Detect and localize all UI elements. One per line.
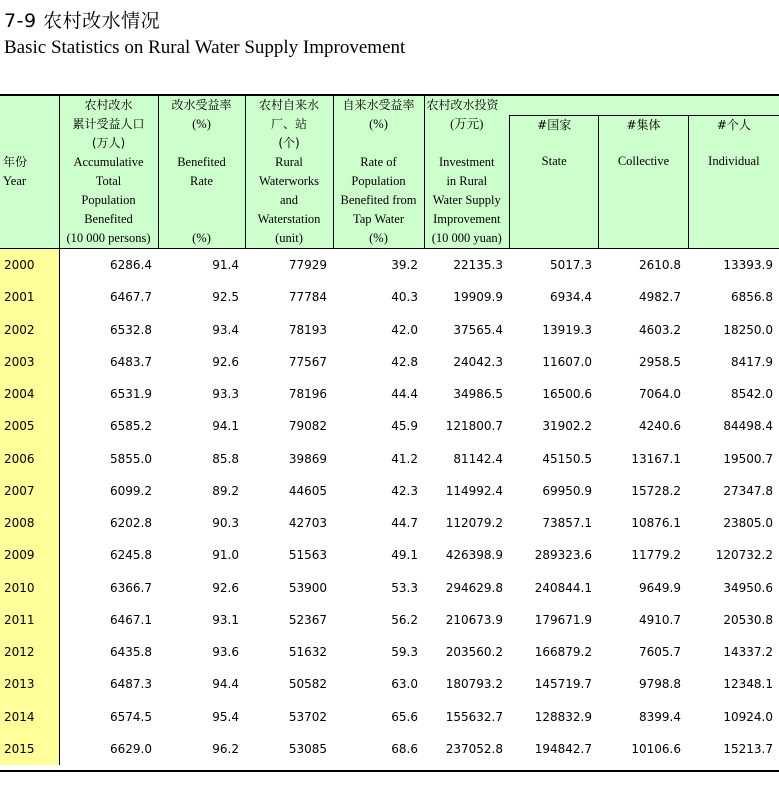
table-row <box>0 636 779 668</box>
rate-cell: 93.6 <box>212 645 239 660</box>
header-line: (10 000 yuan) <box>431 231 502 245</box>
waterworks-cell: 42703 <box>288 516 327 531</box>
header-line: Tap Water <box>353 212 404 226</box>
header-line: 自来水受益率 <box>342 98 415 112</box>
tap-rate-cell: 42.8 <box>391 354 418 369</box>
waterworks-cell: 78196 <box>288 387 327 402</box>
population-cell: 6366.7 <box>110 580 152 595</box>
population-cell: 6435.8 <box>110 645 152 660</box>
population-cell: 6532.8 <box>110 322 152 337</box>
waterworks-header <box>245 96 333 249</box>
header-line: Benefited from <box>340 193 417 207</box>
header-line: Accumulative <box>73 155 144 169</box>
investment-cell: 426398.9 <box>445 548 503 563</box>
header-line: State <box>541 154 567 168</box>
population-cell: 6467.1 <box>110 612 152 627</box>
investment-cell: 37565.4 <box>453 322 503 337</box>
individual-cell: 15213.7 <box>723 741 773 756</box>
header-line: Collective <box>617 154 670 168</box>
tap-rate-cell: 42.0 <box>391 322 418 337</box>
year-header-cn: 年份 <box>3 155 28 169</box>
population-header <box>59 96 158 249</box>
rate-cell: 89.2 <box>212 483 239 498</box>
header-line: #个人 <box>716 118 751 132</box>
header-line: and <box>279 193 299 207</box>
collective-cell: 13167.1 <box>631 451 681 466</box>
individual-cell: 13393.9 <box>687 249 779 282</box>
population-cell: 6487.3 <box>110 677 152 692</box>
bottom-rule <box>0 770 779 772</box>
investment-cell: 81142.4 <box>453 451 503 466</box>
header-line: (unit) <box>275 231 303 245</box>
table-row <box>0 604 779 636</box>
header-line: Benefited <box>84 212 133 226</box>
table-row <box>0 539 779 571</box>
collective-cell: 10876.1 <box>631 516 681 531</box>
year-cell: 2011 <box>0 604 59 636</box>
header-line: Improvement <box>433 212 501 226</box>
header-line: 农村自来水 <box>258 98 319 112</box>
collective-cell: 11779.2 <box>631 548 681 563</box>
header-line: (个) <box>278 136 300 150</box>
table-header <box>0 96 779 249</box>
rate-cell: 96.2 <box>212 741 239 756</box>
header-line: (万人) <box>91 136 126 150</box>
collective-cell: 10106.6 <box>631 741 681 756</box>
header-line: (%) <box>192 117 211 131</box>
header-line: Total <box>95 174 122 188</box>
table-row <box>0 668 779 700</box>
investment-header <box>425 96 510 248</box>
table-row <box>0 249 779 282</box>
tap-rate-cell: 41.2 <box>391 451 418 466</box>
year-cell: 2010 <box>0 572 59 604</box>
header-line: #国家 <box>537 118 572 132</box>
header-line: Population <box>81 193 136 207</box>
header-line: Investment <box>438 155 495 169</box>
state-cell: 145719.7 <box>534 677 592 692</box>
year-cell: 2015 <box>0 733 59 765</box>
investment-cell: 155632.7 <box>445 709 503 724</box>
waterworks-cell: 79082 <box>288 419 327 434</box>
investment-subheaders <box>509 96 779 248</box>
header-line: #集体 <box>626 118 661 132</box>
table-row <box>0 507 779 539</box>
individual-cell: 84498.4 <box>723 419 773 434</box>
header-line <box>425 134 510 153</box>
state-cell: 166879.2 <box>534 645 592 660</box>
collective-cell: 8399.4 <box>639 709 681 724</box>
investment-header-group <box>424 96 779 249</box>
individual-cell: 34950.6 <box>723 580 773 595</box>
individual-header <box>688 116 779 248</box>
table-row <box>0 443 779 475</box>
tap-rate-cell: 42.3 <box>391 483 418 498</box>
header-line: Population <box>351 174 406 188</box>
waterworks-cell: 77567 <box>288 354 327 369</box>
year-cell: 2000 <box>0 249 59 282</box>
individual-cell: 20530.8 <box>723 612 773 627</box>
population-cell: 6531.9 <box>110 387 152 402</box>
investment-cell: 121800.7 <box>445 419 503 434</box>
investment-cell: 210673.9 <box>445 612 503 627</box>
header-line <box>159 210 245 229</box>
tap-rate-cell: 44.7 <box>391 516 418 531</box>
state-cell: 45150.5 <box>542 451 592 466</box>
rate-cell: 93.3 <box>212 387 239 402</box>
tap-rate-cell: 45.9 <box>391 419 418 434</box>
header-line: Rate of <box>360 155 397 169</box>
population-cell: 6574.5 <box>110 709 152 724</box>
investment-cell: 237052.8 <box>445 741 503 756</box>
tap-rate-cell: 65.6 <box>391 709 418 724</box>
year-header-en: Year <box>3 174 27 188</box>
year-cell: 2002 <box>0 314 59 346</box>
header-line <box>159 191 245 210</box>
table-title-english: Basic Statistics on Rural Water Supply Improvement <box>4 37 406 58</box>
header-line: 农村改水 <box>84 98 133 112</box>
population-cell: 6286.4 <box>59 249 158 282</box>
state-cell: 240844.1 <box>534 580 592 595</box>
collective-cell: 9798.8 <box>639 677 681 692</box>
tap-rate-cell: 53.3 <box>391 580 418 595</box>
collective-cell: 9649.9 <box>639 580 681 595</box>
header-line: Rural <box>275 155 303 169</box>
individual-cell: 8542.0 <box>731 387 773 402</box>
waterworks-cell: 52367 <box>288 612 327 627</box>
waterworks-cell: 44605 <box>288 483 327 498</box>
investment-cell: 203560.2 <box>445 645 503 660</box>
rate-cell: 94.4 <box>212 677 239 692</box>
table-row <box>0 701 779 733</box>
header-line: 农村改水投资 <box>426 98 499 112</box>
individual-cell: 12348.1 <box>723 677 773 692</box>
population-cell: 6629.0 <box>110 741 152 756</box>
state-cell: 16500.6 <box>542 387 592 402</box>
header-line: Water Supply <box>432 193 501 207</box>
table-row <box>0 572 779 604</box>
header-line: (万元) <box>450 117 484 131</box>
rate-header <box>158 96 245 249</box>
rate-cell: 85.8 <box>212 451 239 466</box>
header-line: (%) <box>369 117 388 131</box>
rate-cell: 95.4 <box>212 709 239 724</box>
year-cell: 2004 <box>0 378 59 410</box>
individual-cell: 18250.0 <box>723 322 773 337</box>
state-cell: 69950.9 <box>542 483 592 498</box>
year-cell: 2005 <box>0 410 59 442</box>
individual-cell: 27347.8 <box>723 483 773 498</box>
table-row <box>0 378 779 410</box>
waterworks-cell: 53702 <box>288 709 327 724</box>
tap-rate-cell: 68.6 <box>391 741 418 756</box>
rate-cell: 91.4 <box>158 249 245 282</box>
header-line: Waterstation <box>257 212 321 226</box>
state-cell: 179671.9 <box>534 612 592 627</box>
individual-cell: 14337.2 <box>723 645 773 660</box>
collective-header <box>598 116 687 248</box>
collective-cell: 4603.2 <box>639 322 681 337</box>
investment-cell: 180793.2 <box>445 677 503 692</box>
investment-cell: 114992.4 <box>445 483 503 498</box>
collective-cell: 4982.7 <box>639 290 681 305</box>
state-cell: 289323.6 <box>534 548 592 563</box>
waterworks-cell: 78193 <box>288 322 327 337</box>
collective-cell: 4910.7 <box>639 612 681 627</box>
rate-cell: 93.4 <box>212 322 239 337</box>
population-cell: 6585.2 <box>110 419 152 434</box>
state-cell: 5017.3 <box>509 249 598 282</box>
tap-rate-cell: 59.3 <box>391 645 418 660</box>
state-header <box>510 116 598 248</box>
population-cell: 6202.8 <box>110 516 152 531</box>
year-header <box>0 96 59 249</box>
rate-cell: 91.0 <box>212 548 239 563</box>
waterworks-cell: 51563 <box>288 548 327 563</box>
waterworks-cell: 77784 <box>288 290 327 305</box>
year-cell: 2008 <box>0 507 59 539</box>
population-cell: 6483.7 <box>110 354 152 369</box>
tap-rate-cell: 44.4 <box>391 387 418 402</box>
individual-cell: 6856.8 <box>731 290 773 305</box>
state-cell: 194842.7 <box>534 741 592 756</box>
table-row <box>0 314 779 346</box>
state-cell: 11607.0 <box>542 354 592 369</box>
table-row <box>0 346 779 378</box>
year-cell: 2014 <box>0 701 59 733</box>
header-line: Individual <box>708 154 760 168</box>
table-row <box>0 410 779 442</box>
population-cell: 5855.0 <box>110 451 152 466</box>
waterworks-cell: 53085 <box>288 741 327 756</box>
header-line: (10 000 persons) <box>66 231 151 245</box>
header-line <box>159 134 245 153</box>
collective-cell: 7605.7 <box>639 645 681 660</box>
investment-cell: 34986.5 <box>453 387 503 402</box>
rate-cell: 92.6 <box>212 354 239 369</box>
investment-cell: 112079.2 <box>445 516 503 531</box>
table-row <box>0 281 779 313</box>
year-cell: 2007 <box>0 475 59 507</box>
collective-cell: 15728.2 <box>631 483 681 498</box>
waterworks-cell: 39869 <box>288 451 327 466</box>
header-line: 厂、站 <box>270 117 307 131</box>
investment-cell: 24042.3 <box>453 354 503 369</box>
header-line: Waterworks <box>258 174 320 188</box>
rate-cell: 92.5 <box>212 290 239 305</box>
tap-rate-header <box>333 96 424 249</box>
tap-rate-cell: 56.2 <box>391 612 418 627</box>
rural-water-table <box>0 96 779 765</box>
tap-rate-cell: 39.2 <box>333 249 424 282</box>
header-line: in Rural <box>446 174 488 188</box>
header-line: (%) <box>192 231 211 245</box>
table-row <box>0 475 779 507</box>
investment-cell: 19909.9 <box>453 290 503 305</box>
state-cell: 13919.3 <box>542 322 592 337</box>
waterworks-cell: 50582 <box>288 677 327 692</box>
year-cell: 2013 <box>0 668 59 700</box>
tap-rate-cell: 49.1 <box>391 548 418 563</box>
rate-cell: 92.6 <box>212 580 239 595</box>
collective-cell: 4240.6 <box>639 419 681 434</box>
waterworks-cell: 53900 <box>288 580 327 595</box>
year-cell: 2006 <box>0 443 59 475</box>
rate-cell: 90.3 <box>212 516 239 531</box>
header-line: 改水受益率 <box>171 98 232 112</box>
rate-cell: 93.1 <box>212 612 239 627</box>
tap-rate-cell: 40.3 <box>391 290 418 305</box>
header-line <box>334 134 424 153</box>
table-body <box>0 249 779 766</box>
header-line: (%) <box>369 231 388 245</box>
investment-cell: 294629.8 <box>445 580 503 595</box>
individual-cell: 10924.0 <box>723 709 773 724</box>
individual-cell: 120732.2 <box>715 548 773 563</box>
table-title-chinese: 7-9 农村改水情况 <box>4 10 161 32</box>
year-cell: 2012 <box>0 636 59 668</box>
state-cell: 31902.2 <box>542 419 592 434</box>
individual-cell: 23805.0 <box>723 516 773 531</box>
year-cell: 2009 <box>0 539 59 571</box>
state-cell: 128832.9 <box>534 709 592 724</box>
population-cell: 6467.7 <box>110 290 152 305</box>
population-cell: 6245.8 <box>110 548 152 563</box>
collective-cell: 2610.8 <box>598 249 687 282</box>
state-cell: 73857.1 <box>542 516 592 531</box>
state-cell: 6934.4 <box>550 290 592 305</box>
year-cell: 2003 <box>0 346 59 378</box>
investment-cell: 22135.3 <box>424 249 509 282</box>
rate-cell: 94.1 <box>212 419 239 434</box>
population-cell: 6099.2 <box>110 483 152 498</box>
table-row <box>0 733 779 765</box>
collective-cell: 2958.5 <box>639 354 681 369</box>
tap-rate-cell: 63.0 <box>391 677 418 692</box>
header-line: Benefited <box>177 155 226 169</box>
header-line: Rate <box>190 174 213 188</box>
year-cell: 2001 <box>0 281 59 313</box>
collective-cell: 7064.0 <box>639 387 681 402</box>
individual-cell: 19500.7 <box>723 451 773 466</box>
header-line: 累计受益人口 <box>72 117 145 131</box>
waterworks-cell: 51632 <box>288 645 327 660</box>
individual-cell: 8417.9 <box>731 354 773 369</box>
waterworks-cell: 77929 <box>245 249 333 282</box>
